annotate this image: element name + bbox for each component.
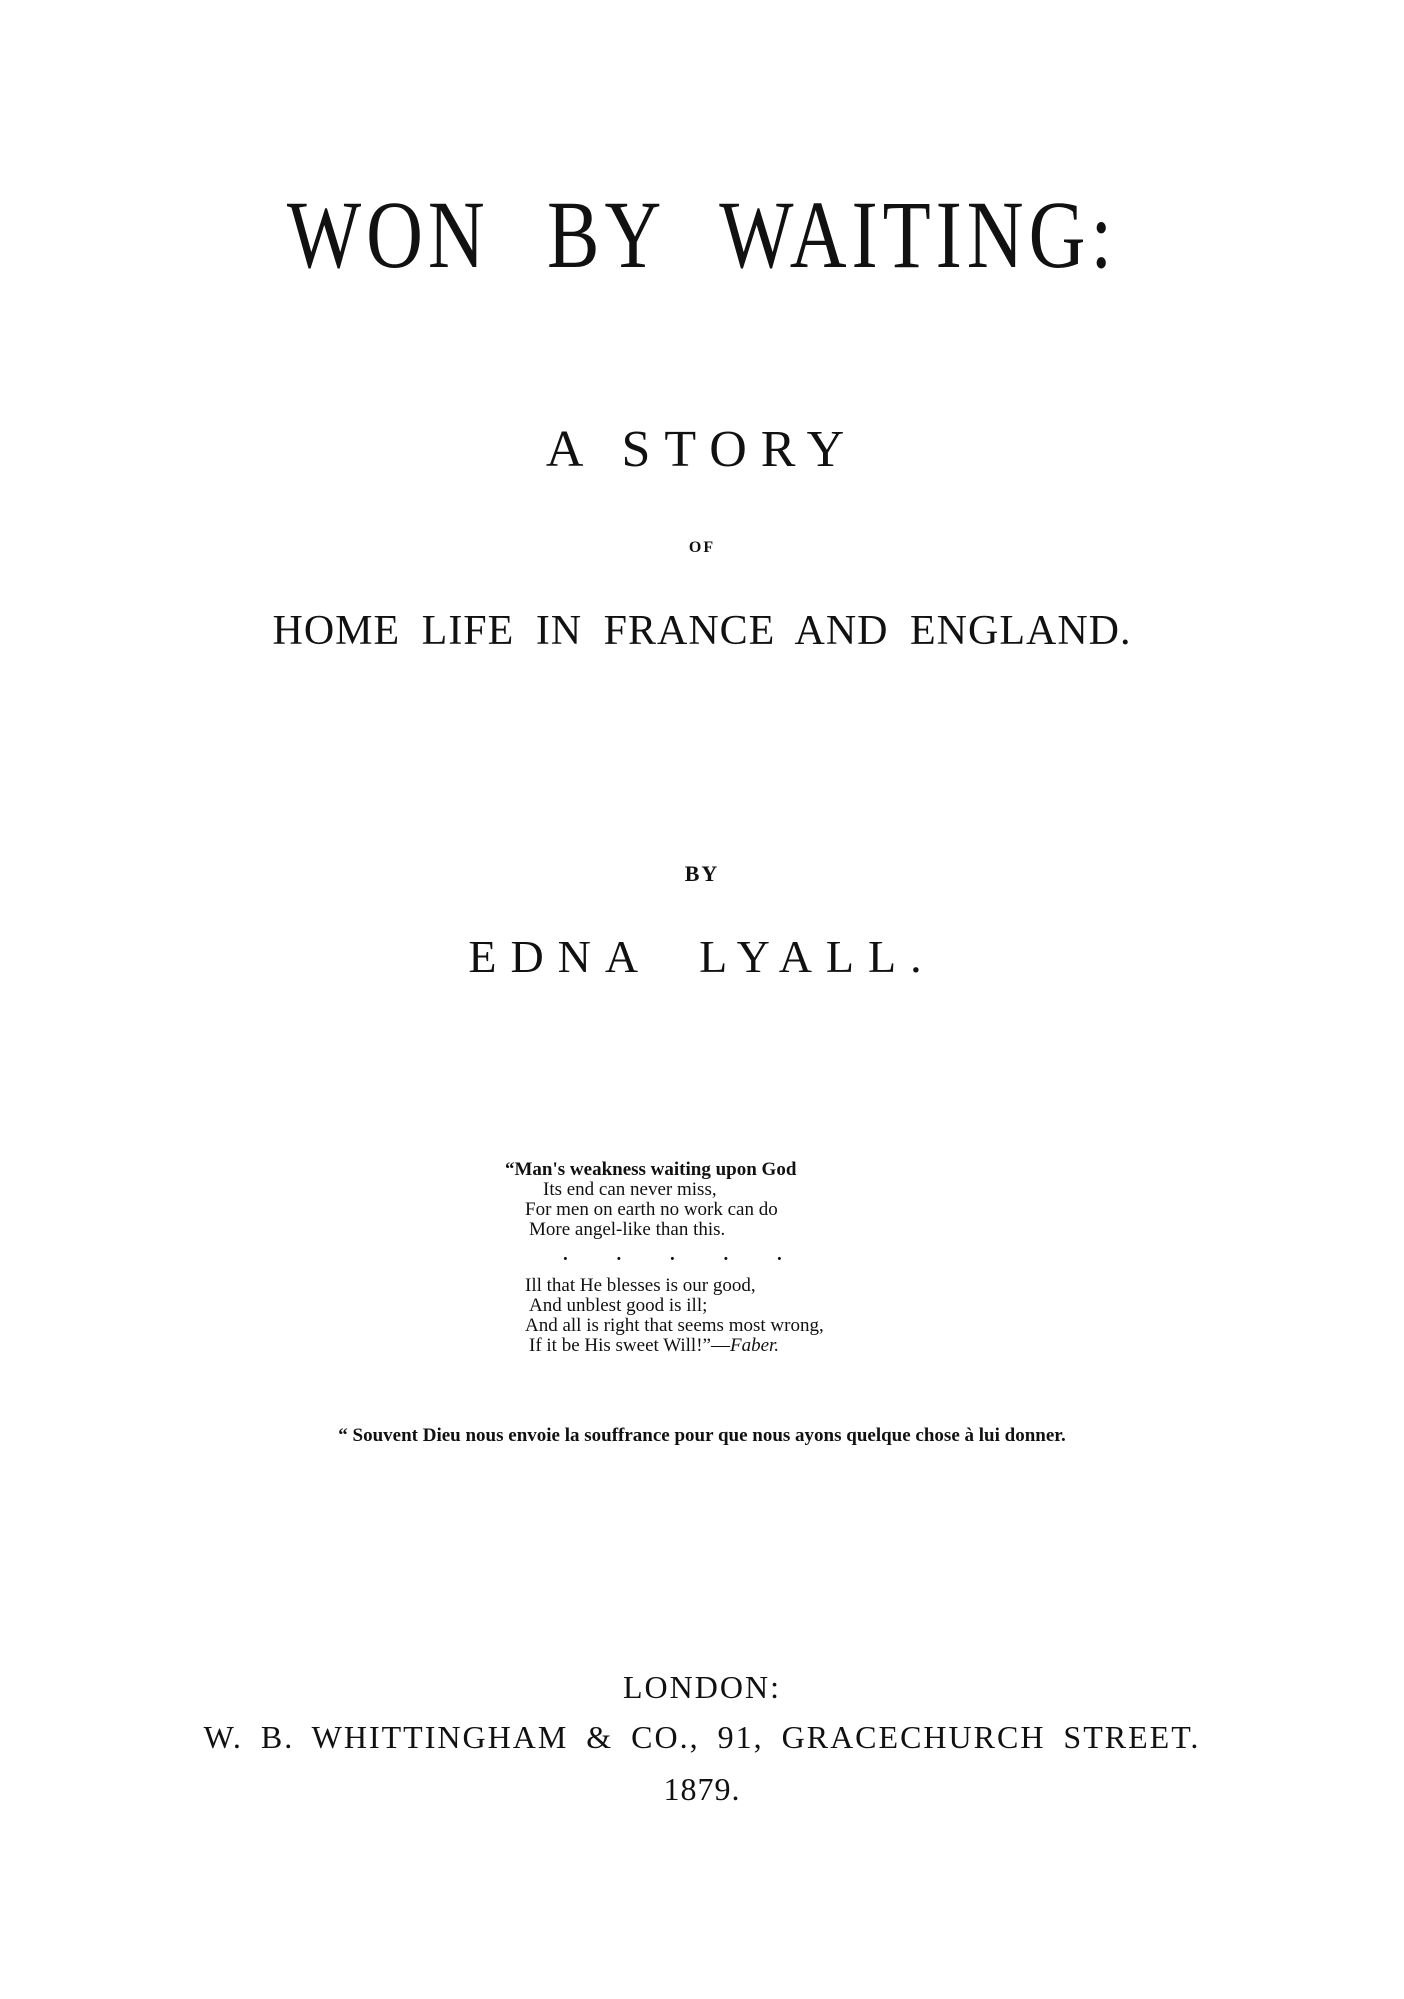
poem-ellipsis: . . . . . xyxy=(563,1244,804,1265)
subtitle: A STORY xyxy=(545,421,859,478)
poem-line xyxy=(505,1336,1005,1356)
poem-line: And unblest good is ill; xyxy=(529,1295,708,1316)
author-name: EDNA LYALL. xyxy=(468,931,936,982)
imprint-city: LONDON: xyxy=(623,1669,781,1705)
imprint-publisher: W. B. WHITTINGHAM & CO., 91, GRACECHURCH STREET. xyxy=(203,1719,1201,1755)
imprint-year: 1879. xyxy=(663,1771,741,1807)
poem-line-text: If it be His sweet Will!”— xyxy=(529,1335,730,1356)
book-title: WON BY WAITING: xyxy=(286,181,1118,288)
by-line: BY xyxy=(684,861,720,886)
poem-line: And all is right that seems most wrong, xyxy=(525,1315,824,1336)
poem-line: Ill that He blesses is our good, xyxy=(525,1275,756,1296)
epigraph-poem xyxy=(505,1160,1005,1356)
subtitle-connector: OF xyxy=(688,539,716,556)
subtitle-line-2: HOME LIFE IN FRANCE AND ENGLAND. xyxy=(272,608,1132,654)
poem-line: More angel-like than this. xyxy=(529,1219,726,1240)
poem-attribution: Faber. xyxy=(729,1335,780,1356)
french-quote: “ Souvent Dieu nous envoie la souffrance pour que nous ayons quelque chose à lui donner. xyxy=(338,1425,1066,1446)
poem-line: Its end can never miss, xyxy=(543,1179,717,1200)
poem-line: “Man's weakness waiting upon God xyxy=(505,1159,797,1180)
poem-line: For men on earth no work can do xyxy=(525,1199,778,1220)
